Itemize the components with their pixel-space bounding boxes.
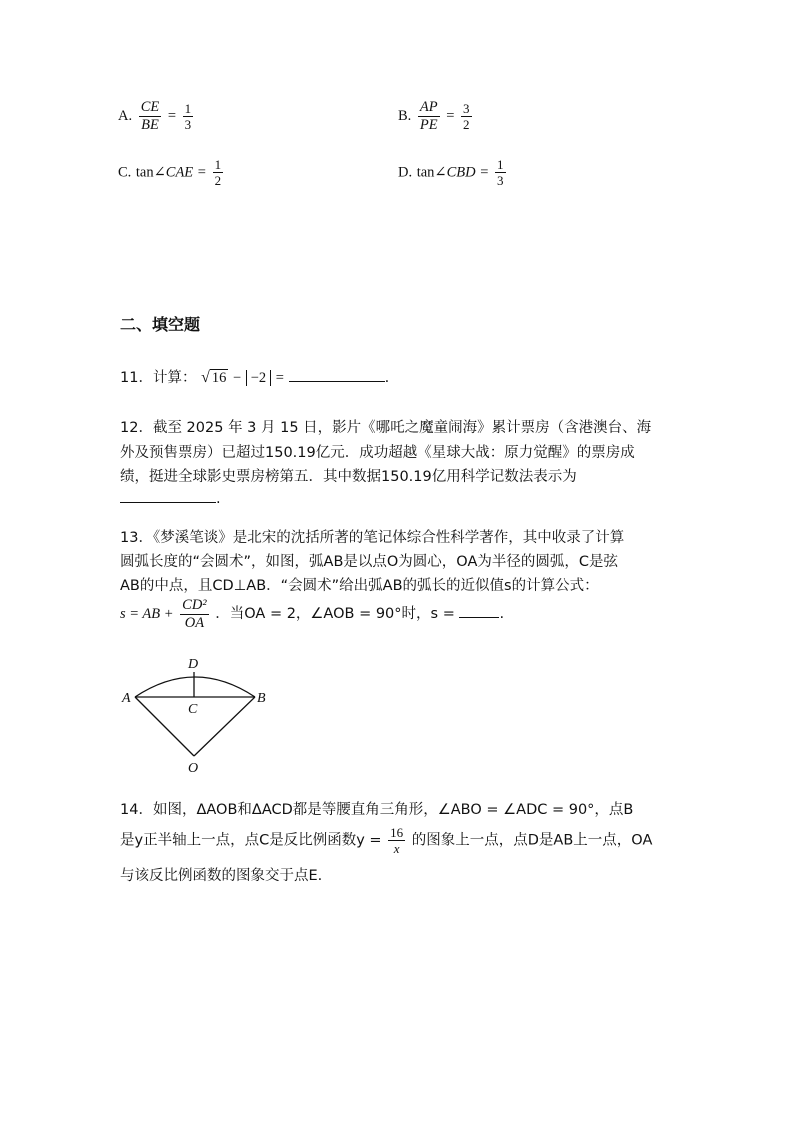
option-a-value: $\frac{1}{3}$: [184, 100, 192, 132]
option-b: B. $\frac{AP}{PE}$ = $\frac{3}{2}$: [398, 99, 470, 133]
arc-figure: [115, 652, 275, 777]
option-c-value: $\frac{1}{2}$: [214, 157, 222, 188]
answer-blank-13[interactable]: [459, 617, 499, 618]
label-o: O: [188, 761, 199, 776]
option-d-label: D.: [398, 164, 413, 181]
option-b-label: B.: [398, 108, 412, 124]
question-11: 11．计算： √ 16 − −2 = .: [120, 369, 390, 386]
formula-fraction: $\frac{\text{CD²}}{OA}$: [182, 597, 207, 631]
option-b-value: $\frac{3}{2}$: [463, 100, 470, 132]
arc-ab: [135, 677, 255, 697]
question-13-line-2: 圆弧长度的“会圆术”，如图，弧AB是以点O为圆心，OA为半径的圆弧，C是弦: [120, 554, 619, 570]
question-13-line-3: AB的中点，且CD⊥AB．“会圆术”给出弧AB的弧长的近似值s的计算公式：: [120, 578, 599, 594]
option-a-fraction: $\frac{CE}{BE}$: [140, 99, 160, 133]
answer-blank-11[interactable]: [289, 381, 385, 382]
answer-blank-12[interactable]: [120, 488, 216, 503]
question-14-line-1: 14．如图，ΔAOB和ΔACD都是等腰直角三角形，∠ABO = ∠ADC = 90°，点B: [120, 802, 634, 818]
radius-oa: [135, 697, 194, 756]
label-c: C: [188, 702, 198, 717]
option-b-fraction: $\frac{AP}{PE}$: [419, 99, 438, 133]
inverse-function-fraction: $\frac{16}{x}$: [390, 825, 404, 856]
question-13-formula: s = AB + $\frac{\text{CD²}}{OA}$ ．当OA = 2，∠AOB = 90°时，s = .: [120, 597, 505, 631]
option-c-label: C.: [118, 164, 132, 181]
option-d-value: $\frac{1}{3}$: [497, 157, 504, 188]
section-title: 二、填空题: [120, 315, 201, 334]
option-a-label: A.: [118, 108, 133, 124]
absolute-value: −2: [246, 370, 271, 386]
label-b: B: [257, 691, 266, 706]
question-13-line-1: 13．《梦溪笔谈》是北宋的沈括所著的笔记体综合性科学著作，其中收录了计算: [120, 530, 625, 546]
question-14-line-2: 是y正半轴上一点，点C是反比例函数y = $\frac{16}{x}$ 的图象上一点，点D是AB上一点，OA: [120, 825, 653, 856]
option-d: D. tan∠CBD = $\frac{1}{3}$: [398, 157, 504, 188]
option-c: C. tan∠CAE = $\frac{1}{2}$: [118, 157, 222, 188]
radius-ob: [194, 697, 255, 756]
question-14-line-3: 与该反比例函数的图象交于点E.: [120, 868, 323, 884]
sqrt-expression: √ 16: [201, 369, 227, 386]
question-12-line-3: 绩，挺进全球影史票房榜第五．其中数据150.19亿用科学记数法表示为: [120, 469, 577, 485]
label-a: A: [122, 691, 131, 706]
option-a: A. $\frac{CE}{BE}$ = $\frac{1}{3}$: [118, 99, 192, 133]
label-d: D: [188, 657, 199, 672]
question-12-line-1: 12．截至 2025 年 3 月 15 日，影片《哪吒之魔童闹海》累计票房（含港澳台、海: [120, 420, 652, 436]
question-12-answer: .: [120, 488, 221, 507]
question-12-line-2: 外及预售票房）已超过150.19亿元．成功超越《星球大战：原力觉醒》的票房成: [120, 445, 635, 461]
